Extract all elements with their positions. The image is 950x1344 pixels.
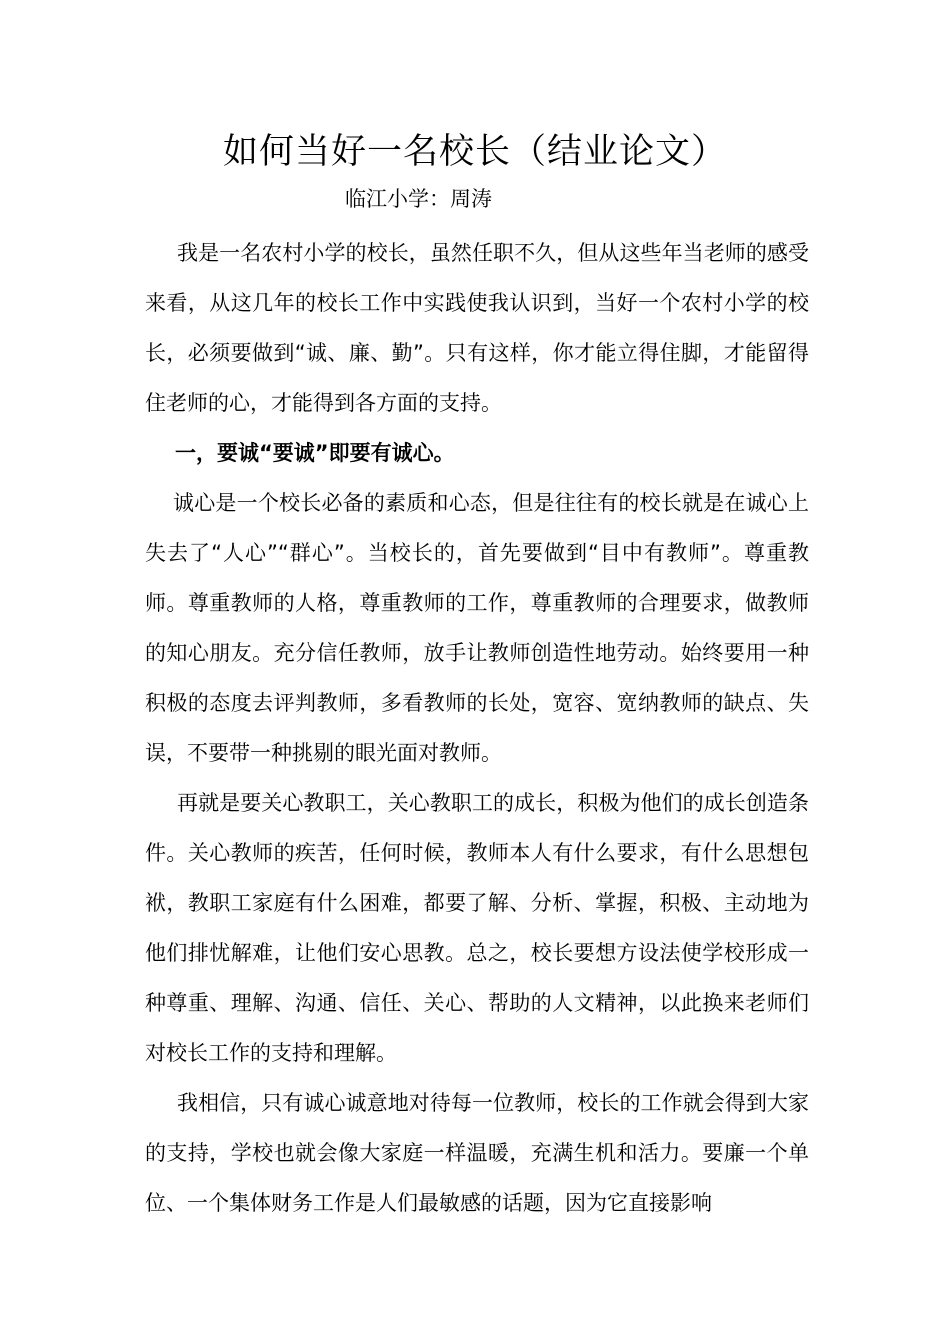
body-paragraph: 我相信，只有诚心诚意地对待每一位教师，校长的工作就会得到大家的支持，学校也就会像大家庭一样温暖，充满生机和活力。要廉一个单位、一个集体财务工作是人们最敏感的话题，因为它直接影响 <box>145 1091 809 1215</box>
document-title: 如何当好一名校长（结业论文） <box>222 132 727 172</box>
body-paragraph: 再就是要关心教职工，关心教职工的成长，积极为他们的成长创造条件。关心教师的疾苦，任何时候，教师本人有什么要求，有什么思想包袱，教职工家庭有什么困难，都要了解、分析、掌握，积极、主动地为他们排忧解难，让他们安心思教。总之，校长要想方设法使学校形成一种尊重、理解、沟通、信任、关心、帮助的人文精神，以此换来老师们对校长工作的支持和理解。 <box>145 791 809 1065</box>
document-body <box>145 228 809 1228</box>
body-paragraph: 诚心是一个校长必备的素质和心态，但是往往有的校长就是在诚心上失去了“人心”“群心”。当校长的，首先要做到“目中有教师”。尊重教师。尊重教师的人格，尊重教师的工作，尊重教师的合理要求，做教师的知心朋友。充分信任教师，放手让教师创造性地劳动。始终要用一种积极的态度去评判教师，多看教师的长处，宽容、宽纳教师的缺点、失误，不要带一种挑剔的眼光面对教师。 <box>145 491 809 765</box>
section-heading: 一，要诚“要诚”即要有诚心。 <box>175 441 455 465</box>
intro-paragraph: 我是一名农村小学的校长，虽然任职不久，但从这些年当老师的感受来看，从这几年的校长工作中实践使我认识到，当好一个农村小学的校长，必须要做到“诚、廉、勤”。只有这样，你才能立得住脚，才能留得住老师的心，才能得到各方面的支持。 <box>145 241 809 415</box>
author-line: 临江小学：周涛 <box>345 187 492 211</box>
